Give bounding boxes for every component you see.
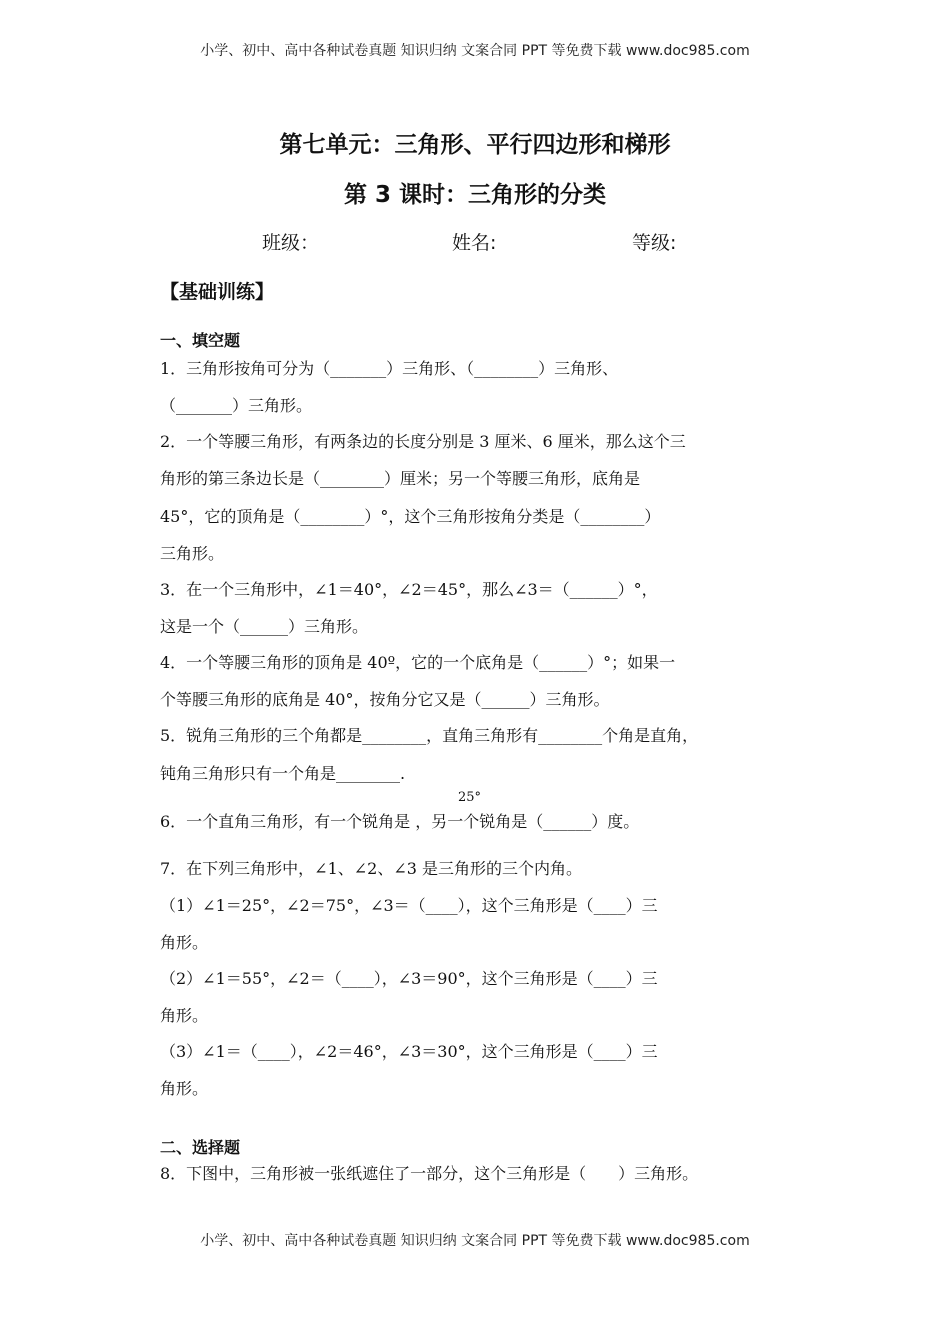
section-fill-in: 一、填空题	[160, 331, 241, 350]
q3-line-1: 3．在一个三角形中，∠1＝40°，∠2＝45°，那么∠3＝（______）°，	[160, 580, 658, 599]
q7-sub2-line-2: 角形。	[160, 1006, 209, 1025]
q7-sub1-line-2: 角形。	[160, 933, 209, 952]
name-label: 姓名:	[452, 232, 497, 254]
q6-angle-value: 25°	[458, 790, 482, 805]
q5-line-1: 5．锐角三角形的三个角都是________，直角三角形有________个角是直角，	[160, 726, 699, 745]
q1-line-1: 1．三角形按角可分为（_______）三角形、（________）三角形、	[160, 359, 619, 378]
class-label: 班级：	[262, 232, 320, 254]
q7-sub3-line-2: 角形。	[160, 1079, 209, 1098]
q6-line: 6．一个直角三角形，有一个锐角是 ，另一个锐角是（______）度。	[160, 812, 640, 831]
q7-sub3-line-1: （3）∠1＝（____），∠2＝46°，∠3＝30°，这个三角形是（____）三	[160, 1042, 658, 1061]
q2-line-2: 角形的第三条边长是（________）厘米；另一个等腰三角形，底角是	[160, 469, 641, 488]
q7-sub2-line-1: （2）∠1＝55°，∠2＝（____），∠3＝90°，这个三角形是（____）三	[160, 969, 658, 988]
q2-line-4: 三角形。	[160, 544, 225, 563]
grade-label: 等级:	[632, 232, 677, 254]
q2-line-1: 2．一个等腰三角形，有两条边的长度分别是 3 厘米、6 厘米，那么这个三	[160, 432, 686, 451]
section-basic-training: 【基础训练】	[160, 281, 275, 303]
unit-title: 第七单元：三角形、平行四边形和梯形	[279, 132, 671, 158]
q7-sub1-line-1: （1）∠1＝25°，∠2＝75°，∠3＝（____），这个三角形是（____）三	[160, 896, 658, 915]
q8-line: 8．下图中，三角形被一张纸遮住了一部分，这个三角形是（ ）三角形。	[160, 1164, 699, 1183]
q4-line-1: 4．一个等腰三角形的顶角是 40º，它的一个底角是（______）°；如果一	[160, 653, 676, 672]
q4-line-2: 个等腰三角形的底角是 40°，按角分它又是（______）三角形。	[160, 690, 610, 709]
q2-line-3: 45°，它的顶角是（________）°，这个三角形按角分类是（________）	[160, 507, 661, 526]
q5-line-2: 钝角三角形只有一个角是________.	[160, 764, 406, 783]
q1-line-2: （_______）三角形。	[160, 396, 313, 415]
page-header: 小学、初中、高中各种试卷真题 知识归纳 文案合同 PPT 等免费下载 www.doc985.com	[200, 43, 750, 59]
q7-line-intro: 7．在下列三角形中，∠1、∠2、∠3 是三角形的三个内角。	[160, 859, 583, 878]
q3-line-2: 这是一个（______）三角形。	[160, 617, 369, 636]
section-multiple-choice: 二、选择题	[160, 1138, 241, 1157]
page-footer: 小学、初中、高中各种试卷真题 知识归纳 文案合同 PPT 等免费下载 www.doc985.com	[200, 1233, 750, 1249]
lesson-title: 第 3 课时：三角形的分类	[343, 182, 607, 208]
